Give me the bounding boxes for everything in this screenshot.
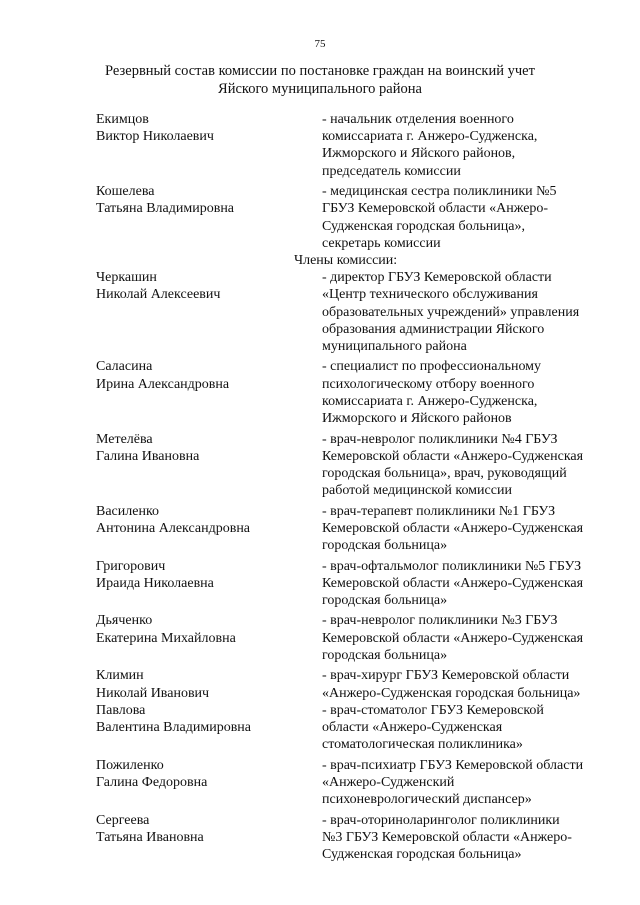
person-name xyxy=(96,183,316,217)
role-line: Ижморского и Яйского районов xyxy=(322,411,512,427)
person-role xyxy=(322,503,612,555)
person-surname: Пожиленко xyxy=(96,757,164,773)
role-line: Кемеровской области «Анжеро-Судженская xyxy=(322,630,584,646)
person-name xyxy=(96,358,316,392)
person-name xyxy=(96,269,316,303)
person-role xyxy=(322,183,612,252)
person-name xyxy=(96,431,316,465)
role-line: - медицинская сестра поликлиники №5 xyxy=(322,184,557,200)
person-given-names: Валентина Владимировна xyxy=(96,719,252,735)
role-line: муниципального района xyxy=(322,338,467,354)
commission-entry xyxy=(96,702,616,754)
role-line: городская больница», врач, руководящий xyxy=(322,465,567,481)
role-line: городская больница» xyxy=(322,538,448,554)
role-line: Ижморского и Яйского районов, xyxy=(322,146,516,162)
role-line: стоматологическая поликлиника» xyxy=(322,737,523,753)
person-surname: Сергеева xyxy=(96,812,150,828)
role-line: городская больница» xyxy=(322,647,448,663)
role-line: - директор ГБУЗ Кемеровской области xyxy=(322,270,552,286)
commission-entry xyxy=(96,183,616,252)
role-line: городская больница» xyxy=(322,592,448,608)
person-surname: Григорович xyxy=(96,558,166,574)
person-name xyxy=(96,667,316,701)
role-line: - врач-хирург ГБУЗ Кемеровской области xyxy=(322,668,570,684)
role-line: Кемеровской области «Анжеро-Судженская xyxy=(322,520,584,536)
person-surname: Кошелева xyxy=(96,184,155,200)
role-line: работой медицинской комиссии xyxy=(322,483,512,499)
role-line: «Анжеро-Судженский xyxy=(322,774,455,790)
commission-entry xyxy=(96,667,616,701)
person-name xyxy=(96,757,316,791)
role-line: - врач-невролог поликлиники №3 ГБУЗ xyxy=(322,613,558,629)
person-given-names: Виктор Николаевич xyxy=(96,129,214,145)
person-given-names: Татьяна Владимировна xyxy=(96,201,235,217)
role-line: Судженская городская больница» xyxy=(322,847,522,862)
commission-entry xyxy=(96,358,616,427)
person-given-names: Ираида Николаевна xyxy=(96,575,214,591)
role-line: председатель комиссии xyxy=(322,163,461,179)
commission-entry xyxy=(96,503,616,555)
role-line: «Центр технического обслуживания xyxy=(322,287,538,303)
person-surname: Черкашин xyxy=(96,270,157,286)
commission-list xyxy=(96,111,616,863)
members-header: Члены комиссии: xyxy=(294,252,398,268)
role-line: ГБУЗ Кемеровской области «Анжеро- xyxy=(322,201,549,217)
person-given-names: Екатерина Михайловна xyxy=(96,630,236,646)
role-line: комиссариата г. Анжеро-Судженска, xyxy=(322,129,538,145)
person-surname: Василенко xyxy=(96,503,160,519)
role-line: - врач-стоматолог ГБУЗ Кемеровской xyxy=(322,702,544,718)
commission-entry xyxy=(96,269,616,355)
role-line: области «Анжеро-Судженская xyxy=(322,719,503,735)
person-role xyxy=(322,269,612,355)
role-line: Судженская городская больница», xyxy=(322,218,525,234)
role-line: №3 ГБУЗ Кемеровской области «Анжеро- xyxy=(322,829,572,845)
person-role xyxy=(322,111,612,180)
person-surname: Климин xyxy=(96,668,144,684)
person-surname: Дьяченко xyxy=(96,613,153,629)
person-surname: Метелёва xyxy=(96,431,153,447)
role-line: секретарь комиссии xyxy=(322,235,441,251)
person-given-names: Николай Иванович xyxy=(96,685,210,701)
title-line-2: Яйского муниципального района xyxy=(218,81,422,97)
role-line: «Анжеро-Судженская городская больница» xyxy=(322,685,581,701)
role-line: Кемеровской области «Анжеро-Судженская xyxy=(322,575,584,591)
person-name xyxy=(96,812,316,846)
commission-leaders xyxy=(96,111,616,252)
person-given-names: Татьяна Ивановна xyxy=(96,829,204,845)
person-surname: Саласина xyxy=(96,359,153,375)
role-line: комиссариата г. Анжеро-Судженска, xyxy=(322,393,538,409)
person-given-names: Галина Федоровна xyxy=(96,774,208,790)
role-line: психологическому отбору военного xyxy=(322,376,535,392)
person-surname: Екимцов xyxy=(96,112,149,127)
person-name xyxy=(96,111,316,145)
person-given-names: Ирина Александровна xyxy=(96,376,230,392)
role-line: - врач-офтальмолог поликлиники №5 ГБУЗ xyxy=(322,558,582,574)
role-line: - врач-оториноларинголог поликлиники xyxy=(322,812,560,828)
person-given-names: Галина Ивановна xyxy=(96,448,200,464)
role-line: - врач-психиатр ГБУЗ Кемеровской области xyxy=(322,757,584,773)
person-role xyxy=(322,757,612,809)
person-surname: Павлова xyxy=(96,702,146,718)
title-line-1: Резервный состав комиссии по постановке граждан на воинский учет xyxy=(105,63,535,79)
person-role xyxy=(322,558,612,610)
commission-entry xyxy=(96,111,616,180)
person-name xyxy=(96,612,316,646)
person-role xyxy=(322,702,612,754)
person-role xyxy=(322,667,612,701)
document-title xyxy=(60,62,580,98)
role-line: - начальник отделения военного xyxy=(322,112,514,127)
commission-entry xyxy=(96,431,616,500)
role-line: Кемеровской области «Анжеро-Судженская xyxy=(322,448,584,464)
commission-entry xyxy=(96,812,616,864)
role-line: психоневрологический диспансер» xyxy=(322,792,532,808)
page-number: 75 xyxy=(314,38,326,50)
commission-entry xyxy=(96,757,616,809)
person-name xyxy=(96,558,316,592)
role-line: - специалист по профессиональному xyxy=(322,359,542,375)
person-name xyxy=(96,503,316,537)
person-given-names: Антонина Александровна xyxy=(96,520,251,536)
role-line: образовательных учреждений» управления xyxy=(322,304,580,320)
person-role xyxy=(322,431,612,500)
commission-members xyxy=(96,269,616,863)
commission-entry xyxy=(96,558,616,610)
role-line: образования администрации Яйского xyxy=(322,321,545,337)
person-given-names: Николай Алексеевич xyxy=(96,287,221,303)
person-name xyxy=(96,702,316,736)
person-role xyxy=(322,612,612,664)
role-line: - врач-терапевт поликлиники №1 ГБУЗ xyxy=(322,503,556,519)
commission-entry xyxy=(96,612,616,664)
person-role xyxy=(322,358,612,427)
person-role xyxy=(322,812,612,864)
role-line: - врач-невролог поликлиники №4 ГБУЗ xyxy=(322,431,558,447)
